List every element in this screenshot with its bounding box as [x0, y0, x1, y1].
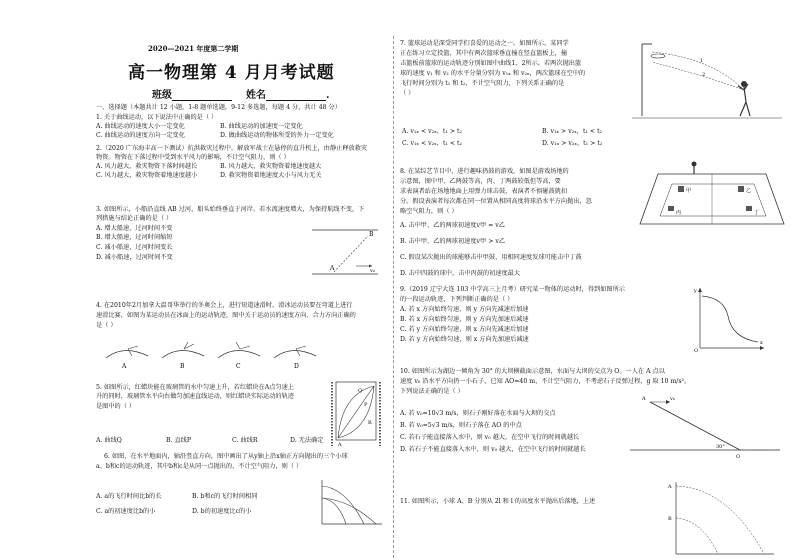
q8-line-3: 求表演者站在场地地面上用弹力球击鼓，表演者不慎碰鼓就扣 — [400, 188, 568, 195]
q10-option-a: A. 若 v₀=10√3 m/s，则石子刚好落在水面与大坝的交点 — [400, 410, 556, 417]
q8-option-d: D. 击中四鼓的球中，击中丙鼓的初速度最大 — [400, 270, 521, 277]
name-label: 姓名 — [245, 90, 266, 101]
q9-trajectory-figure — [694, 286, 766, 352]
q8-line-1: 8. 在某综艺节目中，进行趣味扔鼓的游戏，如图是游戏场地的 — [400, 168, 569, 175]
q7-option-c: C. v₁ₓ < v₂ₓ，t₁ < t₂ — [402, 140, 463, 147]
q4-skating-figures — [104, 340, 324, 370]
q10-option-d: D. 若石子不能直接落入水中，则 v₀ 越大，在空中飞行的时间就越长 — [400, 446, 586, 453]
q8-line-5: 略空气阻力，则（ ） — [400, 208, 458, 215]
q2-line-1: 2.（2020 广东海丰高一下测试）抗洪救灾过程中，解放军战士在悬停的直升机上，由静止释放救灾 — [96, 145, 368, 152]
q6-trajectory-figure — [316, 478, 384, 528]
name-line — [152, 86, 329, 101]
q7-line-5: 飞行时间分别为 t₁ 和 t₂，不计空气阻力，下列关系正确的是 — [400, 80, 565, 87]
q9-option-a: A. 若 x 方向始终匀速，则 y 方向先减速后加速 — [400, 306, 529, 313]
q5-tube-figure — [328, 380, 388, 448]
q10-fig-angle: 30° — [716, 444, 725, 450]
q6-option-a: A. a的飞行时间比b的长 — [96, 493, 162, 500]
q8-stage-figure — [638, 162, 786, 228]
q4-label-c: C — [236, 363, 241, 370]
q4-fig-b — [162, 342, 204, 370]
q4-line-1: 4. 在2010年2月加拿大温哥华举行的冬奥会上，进行短道速滑时，滑冰运动员要在弯道上进行 — [96, 302, 353, 309]
q9-line-2: 的一段运动轨迹，下列判断正确的是（ ） — [400, 296, 514, 303]
q4-label-d: D — [294, 363, 299, 370]
drum-ding — [746, 206, 752, 211]
drum-yi — [738, 186, 744, 192]
q3-option-a: A. 增大船速，过河时间不变 — [96, 225, 173, 232]
q9-fig-x: x — [760, 340, 763, 346]
q10-option-c: C. 若石子能直接落入水中，则 v₀ 越大，在空中飞行的时间就越长 — [400, 434, 580, 441]
q3-fig-b: B — [369, 231, 374, 238]
q2-option-d: D. 救灾物资着地速度大小与风力无关 — [220, 172, 322, 179]
q3-river-figure — [312, 228, 378, 276]
q1-option-d: D. 做曲线运动的物体所受的外力一定变化 — [220, 132, 334, 139]
q4-fig-a — [106, 346, 148, 370]
q4-fig-c — [218, 342, 260, 370]
q8-line-4: 分。假设表演者每次都在同一位置从相同高度将球沿水平方向抛出，忽 — [400, 198, 592, 205]
column-divider — [393, 36, 394, 558]
q10-line-1: 10. 如图所示为湖边一倾角为 30° 的大坝横截面示意图，水面与大坝的交点为 O。一人在 A 点以 — [400, 368, 665, 375]
q10-fig-o: O — [736, 454, 741, 460]
q11-fig-b: B — [668, 516, 672, 522]
name-blank — [266, 91, 326, 101]
q1-option-a: A. 曲线运动的速度大小一定变化 — [96, 123, 185, 130]
q6-line-1: 6. 如图，在水平地面内，轴沿竖直方向，图中画出了从y轴上沿x轴正方向抛出的三个小球 — [104, 453, 348, 460]
q10-dam-figure — [630, 392, 780, 462]
q5-option-a: A. 曲线Q — [96, 437, 122, 444]
q6-option-b: B. b和c的飞行时间相同 — [192, 493, 258, 500]
q8-fig-ding: 丁 — [754, 210, 760, 216]
q7-option-d: D. v₁ₓ > v₂ₓ，t₁ > t₂ — [542, 140, 603, 147]
q5-fig-r: R — [368, 420, 372, 426]
q3-fig-a: A — [330, 265, 335, 272]
q5-fig-p: P — [364, 402, 368, 408]
q7-fig-curve-1: 1 — [700, 58, 704, 64]
q10-line-3: 下列说法正确的是（ ） — [400, 388, 464, 395]
q4-label-a: A — [122, 363, 127, 370]
q10-fig-v0: v₀ — [670, 396, 675, 402]
q3-line-2: 列措施与结论正确的是（ ） — [96, 215, 173, 222]
q9-fig-y: y — [694, 288, 697, 294]
q8-option-b: B. 击中甲、乙的两球初速度v甲 > v乙 — [400, 238, 506, 245]
q1-stem: 1. 关于曲线运动，以下说法中正确的是（ ） — [96, 114, 218, 121]
page-title: 高一物理第 4 月月考试题 — [128, 63, 335, 83]
q5-option-c: C. 曲线R — [232, 437, 258, 444]
q7-line-1: 7. 篮球运动是深受同学们喜爱的运动之一。如图所示，某同学 — [400, 40, 569, 47]
year-term: 2020—2021 年度第二学期 — [148, 44, 239, 53]
q9-fig-o: O — [694, 348, 699, 354]
q7-line-4: 球的速度 v₁ 和 v₂ 的水平分量分别为 v₁ₓ 和 v₂ₓ，两次篮球在空中的 — [400, 70, 586, 77]
q4-label-b: B — [180, 363, 185, 370]
q8-option-c: C. 假设某次抛出的球能够击中甲鼓，用相同速度发球可能击中丁鼓 — [400, 254, 582, 261]
class-label: 班级 — [152, 90, 172, 101]
q7-option-b: B. v₁ₓ > v₂ₓ，t₁ < t₂ — [542, 128, 603, 135]
q5-option-d: D. 无法确定 — [290, 437, 324, 444]
q3-option-d: D. 减小船速，过河时间不变 — [96, 254, 173, 261]
q8-fig-yi: 乙 — [746, 188, 752, 194]
q7-option-a: A. v₁ₓ < v₂ₓ，t₁ > t₂ — [402, 128, 462, 135]
q2-option-c: C. 风力越大，救灾物资着地速度越小 — [96, 172, 198, 179]
q5-fig-q: Q — [358, 388, 363, 394]
q3-option-c: C. 减小船速，过河时间变长 — [96, 244, 173, 251]
q1-option-b: B. 曲线运动的加速度一定变化 — [220, 123, 303, 130]
q8-option-a: A. 击中甲、乙的两球初速度v甲 = v乙 — [400, 222, 505, 229]
q5-line-2: 升的同时，玻璃管水平向右做匀加速直线运动，则红蜡块实际运动的轨迹 — [96, 393, 294, 400]
section-1-heading: 一、选择题（本题共计 12 小题，1-8 题单选题，9-12 多选题，每题 4 分，共计 48 分） — [96, 104, 341, 111]
class-blank — [172, 91, 232, 101]
q4-line-2: 速滑比赛，如图为某运动员在冰面上的运动轨迹，图中关于运动员的速度方向、合力方向正确的 — [96, 312, 356, 319]
q5-option-b: B. 直线P — [166, 437, 192, 444]
q9-line-1: 9.（2019 辽宁大连 103 中学高三上月考）研究某一物体的运动时，得到如图所示 — [400, 286, 625, 293]
q10-option-b: B. 若 v₀=5√3 m/s，则石子落在 AO 的中点 — [400, 422, 522, 429]
q3-option-b: B. 增大船速，过河时间缩短 — [96, 234, 173, 241]
q7-fig-curve-2: 2 — [702, 72, 706, 78]
q7-line-6: （ ） — [400, 90, 415, 97]
q7-line-2: 正在练习立定投篮，其中有两次篮球垂直撞在竖直篮板上，撞 — [400, 50, 568, 57]
name-dot: . — [325, 90, 330, 101]
q6-option-d: D. b的初速度比c的小 — [192, 508, 252, 515]
q11-line-1: 11. 如图所示，小球 A、B 分别从 2l 和 l 的高度水平抛出后落地，上述 — [400, 498, 596, 505]
q8-fig-jia: 甲 — [686, 188, 692, 194]
q11-projectile-figure — [668, 478, 778, 558]
q2-option-b: B. 风力越大，救灾物资着地速度越大 — [220, 163, 322, 170]
drum-jia — [678, 186, 684, 192]
q10-fig-a: A — [642, 396, 646, 402]
q9-option-b: B. 若 x 方向始终匀速，则 y 方向先加速后减速 — [400, 316, 529, 323]
q2-line-2: 物资。物资在下落过程中受到水平风力的影响，不计空气阻力，则（ ） — [96, 154, 290, 161]
q5-line-1: 5. 如图所示，红蜡块能在玻璃管的水中匀速上升，若红蜡块在A点匀速上 — [96, 384, 294, 391]
q6-option-c: C. a的初速度比b的小 — [96, 508, 156, 515]
q9-option-d: D. 若 y 方向始终匀速，则 x 方向先加速后减速 — [400, 336, 529, 343]
q5-fig-a: A — [338, 442, 342, 448]
q8-fig-bing: 丙 — [676, 210, 682, 216]
q3-fig-v0: v₀ — [370, 268, 375, 274]
q2-option-a: A. 风力越大，救灾物资下落时间越长 — [96, 163, 198, 170]
q6-line-2: a、b和c的运动轨迹，其中b和c是从同一点抛出的，不计空气阻力，则（ ） — [96, 463, 303, 470]
q11-fig-a: A — [668, 484, 672, 490]
drum-bing — [668, 206, 674, 211]
q7-line-3: 击篮板前篮球的运动轨迹分别如图中曲线1、2所示。若两次抛出篮 — [400, 60, 582, 67]
q7-basketball-figure — [632, 38, 782, 122]
q4-fig-d — [274, 346, 316, 370]
q4-line-3: 是（ ） — [96, 322, 117, 329]
q5-line-3: 是图中的（ ） — [96, 403, 136, 410]
q8-line-2: 示意图，图中甲、乙两鼓等高，丙、丁两鼓较低但等高，要 — [400, 178, 561, 185]
q3-line-1: 3. 如图所示，小船沿直线 AB 过河，船头始终垂直于河岸。若水流速度增大，为保持航线不变，下 — [96, 206, 365, 213]
q10-line-2: 速度 v₀ 沿水平方向扔一小石子，已知 AO=40 m，不计空气阻力，不考虑石子反弹过程，g 取 10 m/s²。 — [400, 378, 691, 385]
q1-option-c: C. 曲线运动的速度方向一定变化 — [96, 132, 185, 139]
q9-option-c: C. 若 y 方向始终匀速，则 x 方向先减速后加速 — [400, 326, 529, 333]
